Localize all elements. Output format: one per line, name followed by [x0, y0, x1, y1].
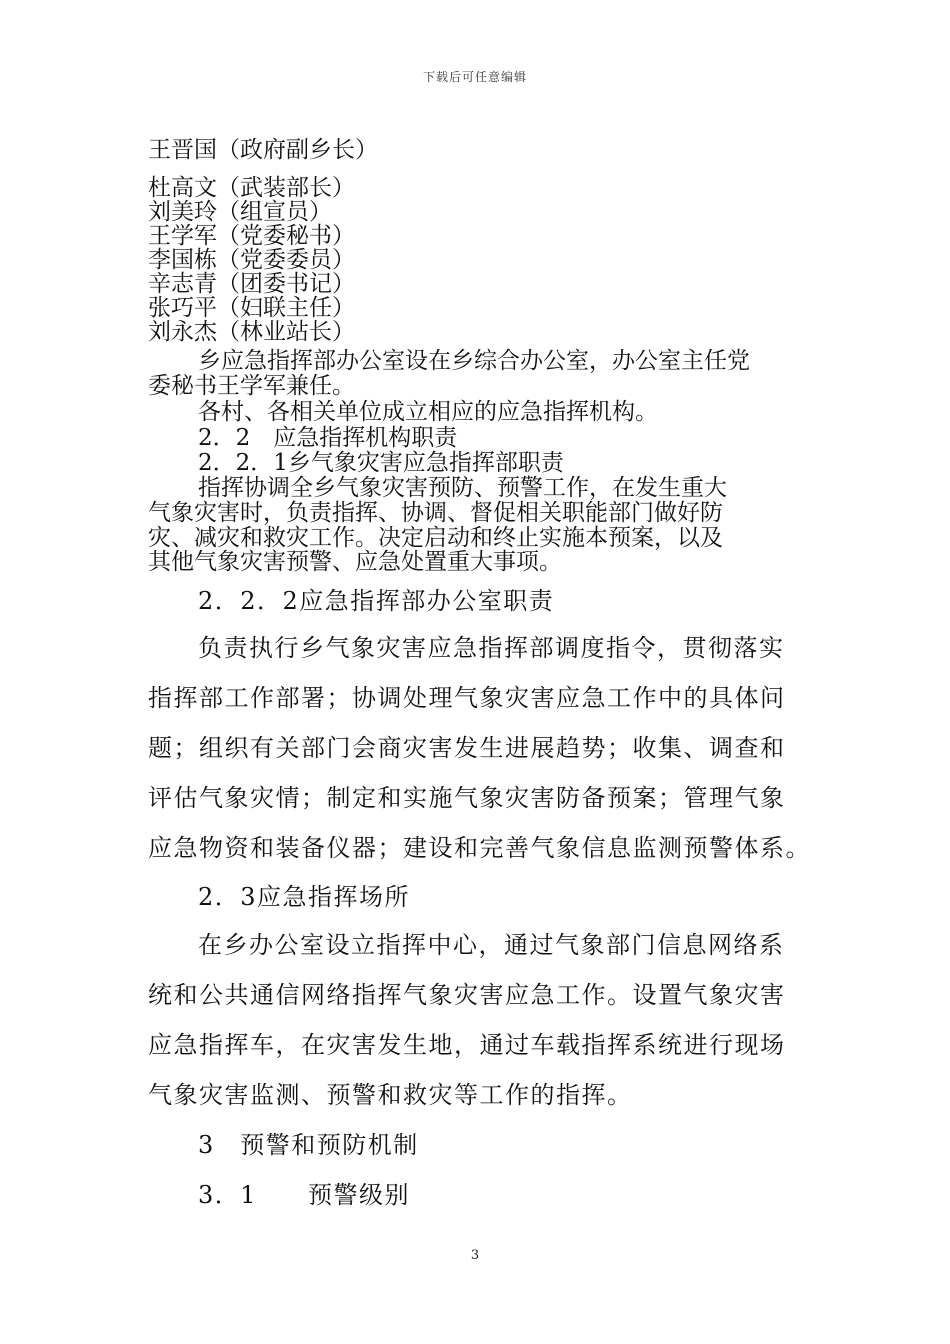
paragraph-line: 气象灾害监测、预警和救灾等工作的指挥。	[148, 1081, 633, 1109]
page-header-note: 下载后可任意编辑	[422, 70, 527, 84]
paragraph-line: 应急物资和装备仪器；建设和完善气象信息监测预警体系。	[148, 834, 811, 862]
paragraph-line: 其他气象灾害预警、应急处置重大事项。	[148, 549, 562, 575]
subsection-heading-2-2-2: 2．2．2应急指挥部办公室职责	[198, 587, 555, 615]
subsection-heading-3-1: 3．1 预警级别	[198, 1181, 411, 1209]
member-item: 辛志青（团委书记）	[148, 271, 355, 297]
member-item: 王学军（党委秘书）	[148, 223, 355, 249]
paragraph-line: 指挥部工作部署；协调处理气象灾害应急工作中的具体问	[148, 684, 786, 712]
member-item: 李国栋（党委委员）	[148, 247, 355, 273]
paragraph-line: 灾、减灾和救灾工作。决定启动和终止实施本预案，以及	[148, 525, 723, 551]
member-item: 刘美玲（组宣员）	[148, 199, 332, 225]
paragraph-line: 题；组织有关部门会商灾害发生进展趋势；收集、调查和	[148, 734, 786, 762]
paragraph-line: 指挥协调全乡气象灾害预防、预警工作，在发生重大	[198, 475, 727, 501]
member-item: 刘永杰（林业站长）	[148, 319, 355, 345]
paragraph-line: 应急指挥车，在灾害发生地，通过车载指挥系统进行现场	[148, 1031, 786, 1059]
member-item: 杜高文（武装部长）	[148, 175, 355, 201]
subsection-heading-2-2-1: 2．2．1乡气象灾害应急指挥部职责	[198, 450, 564, 476]
section-heading-2-3: 2．3应急指挥场所	[198, 883, 411, 911]
paragraph-line: 负责执行乡气象灾害应急指挥部调度指令，贯彻落实	[198, 634, 785, 662]
section-heading-2-2: 2．2 应急指挥机构职责	[198, 425, 458, 451]
member-item: 张巧平（妇联主任）	[148, 295, 355, 321]
units-paragraph: 各村、各相关单位成立相应的应急指挥机构。	[198, 399, 658, 425]
member-head: 王晋国（政府副乡长）	[148, 137, 378, 163]
paragraph-line: 评估气象灾情；制定和实施气象灾害防备预案；管理气象	[148, 784, 786, 812]
page-number: 3	[470, 1248, 480, 1263]
paragraph-line: 在乡办公室设立指挥中心，通过气象部门信息网络系	[198, 931, 785, 959]
office-paragraph-line: 委秘书王学军兼任。	[148, 373, 355, 399]
section-heading-3: 3 预警和预防机制	[198, 1131, 419, 1159]
paragraph-line: 气象灾害时，负责指挥、协调、督促相关职能部门做好防	[148, 500, 723, 526]
office-paragraph-line: 乡应急指挥部办公室设在乡综合办公室，办公室主任党	[198, 348, 750, 374]
paragraph-line: 统和公共通信网络指挥气象灾害应急工作。设置气象灾害	[148, 981, 786, 1009]
